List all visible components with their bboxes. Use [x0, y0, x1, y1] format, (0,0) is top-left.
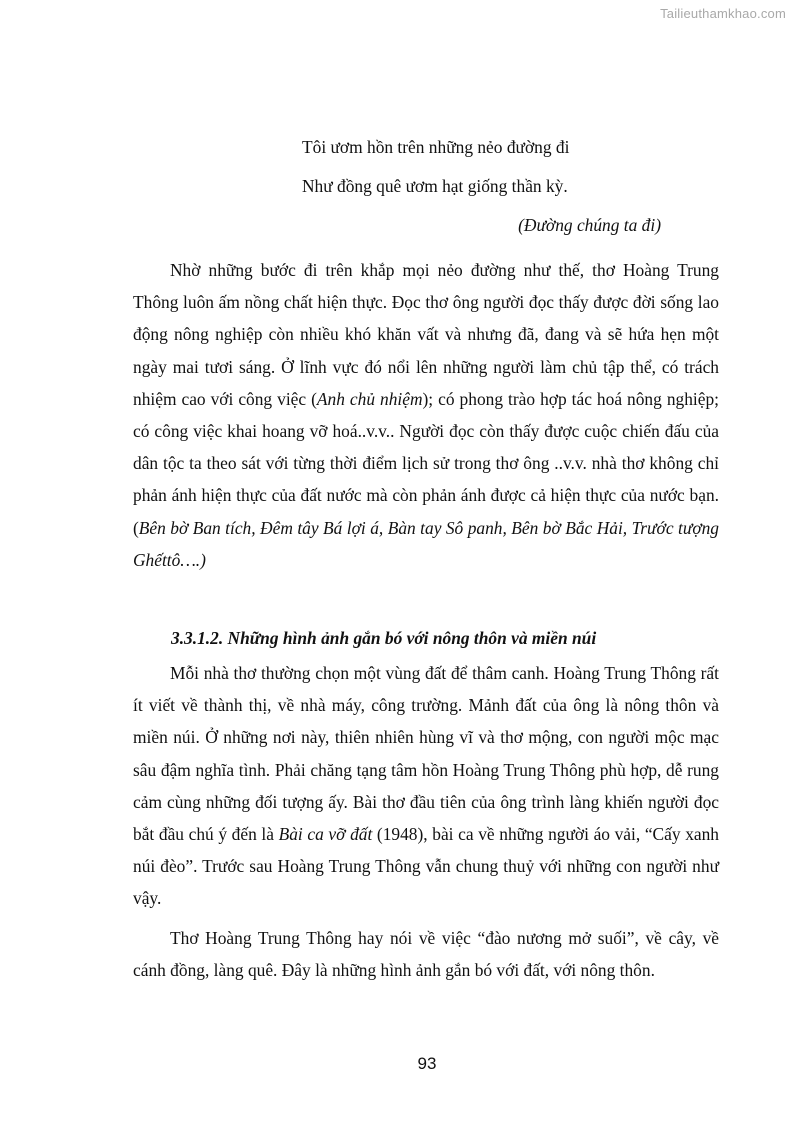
poem-titles-list: Bên bờ Ban tích, Đêm tây Bá lợi á, Bàn tay Sô panh, Bên bờ Bắc Hải, Trước tượng Ghếttô….)	[133, 517, 719, 570]
text-run: Mỗi nhà thơ thường chọn một vùng đất để thâm canh. Hoàng Trung Thông rất ít viết về thành thị, về nhà máy, công trường. Mảnh đất của ông là nông thôn và miền núi. Ở những nơi này, thiên nhiên hùng vĩ và thơ mộng, con người mộc mạc sâu đậm nghĩa tình. Phải chăng tạng tâm hồn Hoàng Trung Thông phù hợp, dễ rung cảm cùng những đối tượng ấy. Bài thơ đầu tiên của ông trình làng khiến người đọc bắt đầu chú ý đến là	[133, 663, 719, 845]
verse-source: (Đường chúng ta đi)	[518, 215, 661, 235]
body-paragraph	[133, 254, 719, 576]
poem-title: Bài ca vỡ đất	[278, 824, 373, 845]
page-number: 93	[417, 1054, 437, 1073]
body-paragraph: Thơ Hoàng Trung Thông hay nói về việc “đào nương mở suối”, về cây, về cánh đồng, làng quê. Đây là những hình ảnh gắn bó với đất, với nông thôn.	[133, 927, 719, 980]
verse-line: Tôi ươm hồn trên những nẻo đường đi	[302, 137, 570, 157]
text-run: (1948), bài ca về những người áo vải, “Cấy xanh núi đèo”. Trước sau Hoàng Trung Thông vẫn chung thuỷ với những con người như vậy.	[133, 824, 719, 909]
text-run: Nhờ những bước đi trên khắp mọi nẻo đường như thế, thơ Hoàng Trung Thông luôn ấm nồng chất hiện thực. Đọc thơ ông người đọc thấy được đời sống lao động nông nghiệp còn nhiều khó khăn vất và nhưng đã, đang và sẽ hứa hẹn một ngày mai tươi sáng. Ở lĩnh vực đó nổi lên những người làm chủ tập thể, có trách nhiệm cao với công việc (	[133, 260, 719, 409]
section-heading: 3.3.1.2. Những hình ảnh gắn bó với nông thôn và miền núi	[171, 628, 597, 649]
text-run: ); có phong trào hợp tác hoá nông nghiệp; có công việc khai hoang vỡ hoá..v.v.. Người đọc còn thấy được cuộc chiến đấu của dân tộc ta theo sát với từng thời điểm lịch sử trong thơ ông ..v.v. nhà thơ không chỉ phản ánh hiện thực của đất nước mà còn phản ánh được cả hiện thực của nước bạn. (	[133, 388, 719, 538]
page-content	[133, 128, 719, 986]
watermark: Tailieuthamkhao.com	[660, 6, 786, 21]
poem-title: Anh chủ nhiệm	[316, 388, 423, 409]
body-paragraph	[133, 657, 719, 915]
verse-quote	[133, 128, 719, 244]
verse-line: Như đồng quê ươm hạt giống thần kỳ.	[302, 176, 568, 196]
